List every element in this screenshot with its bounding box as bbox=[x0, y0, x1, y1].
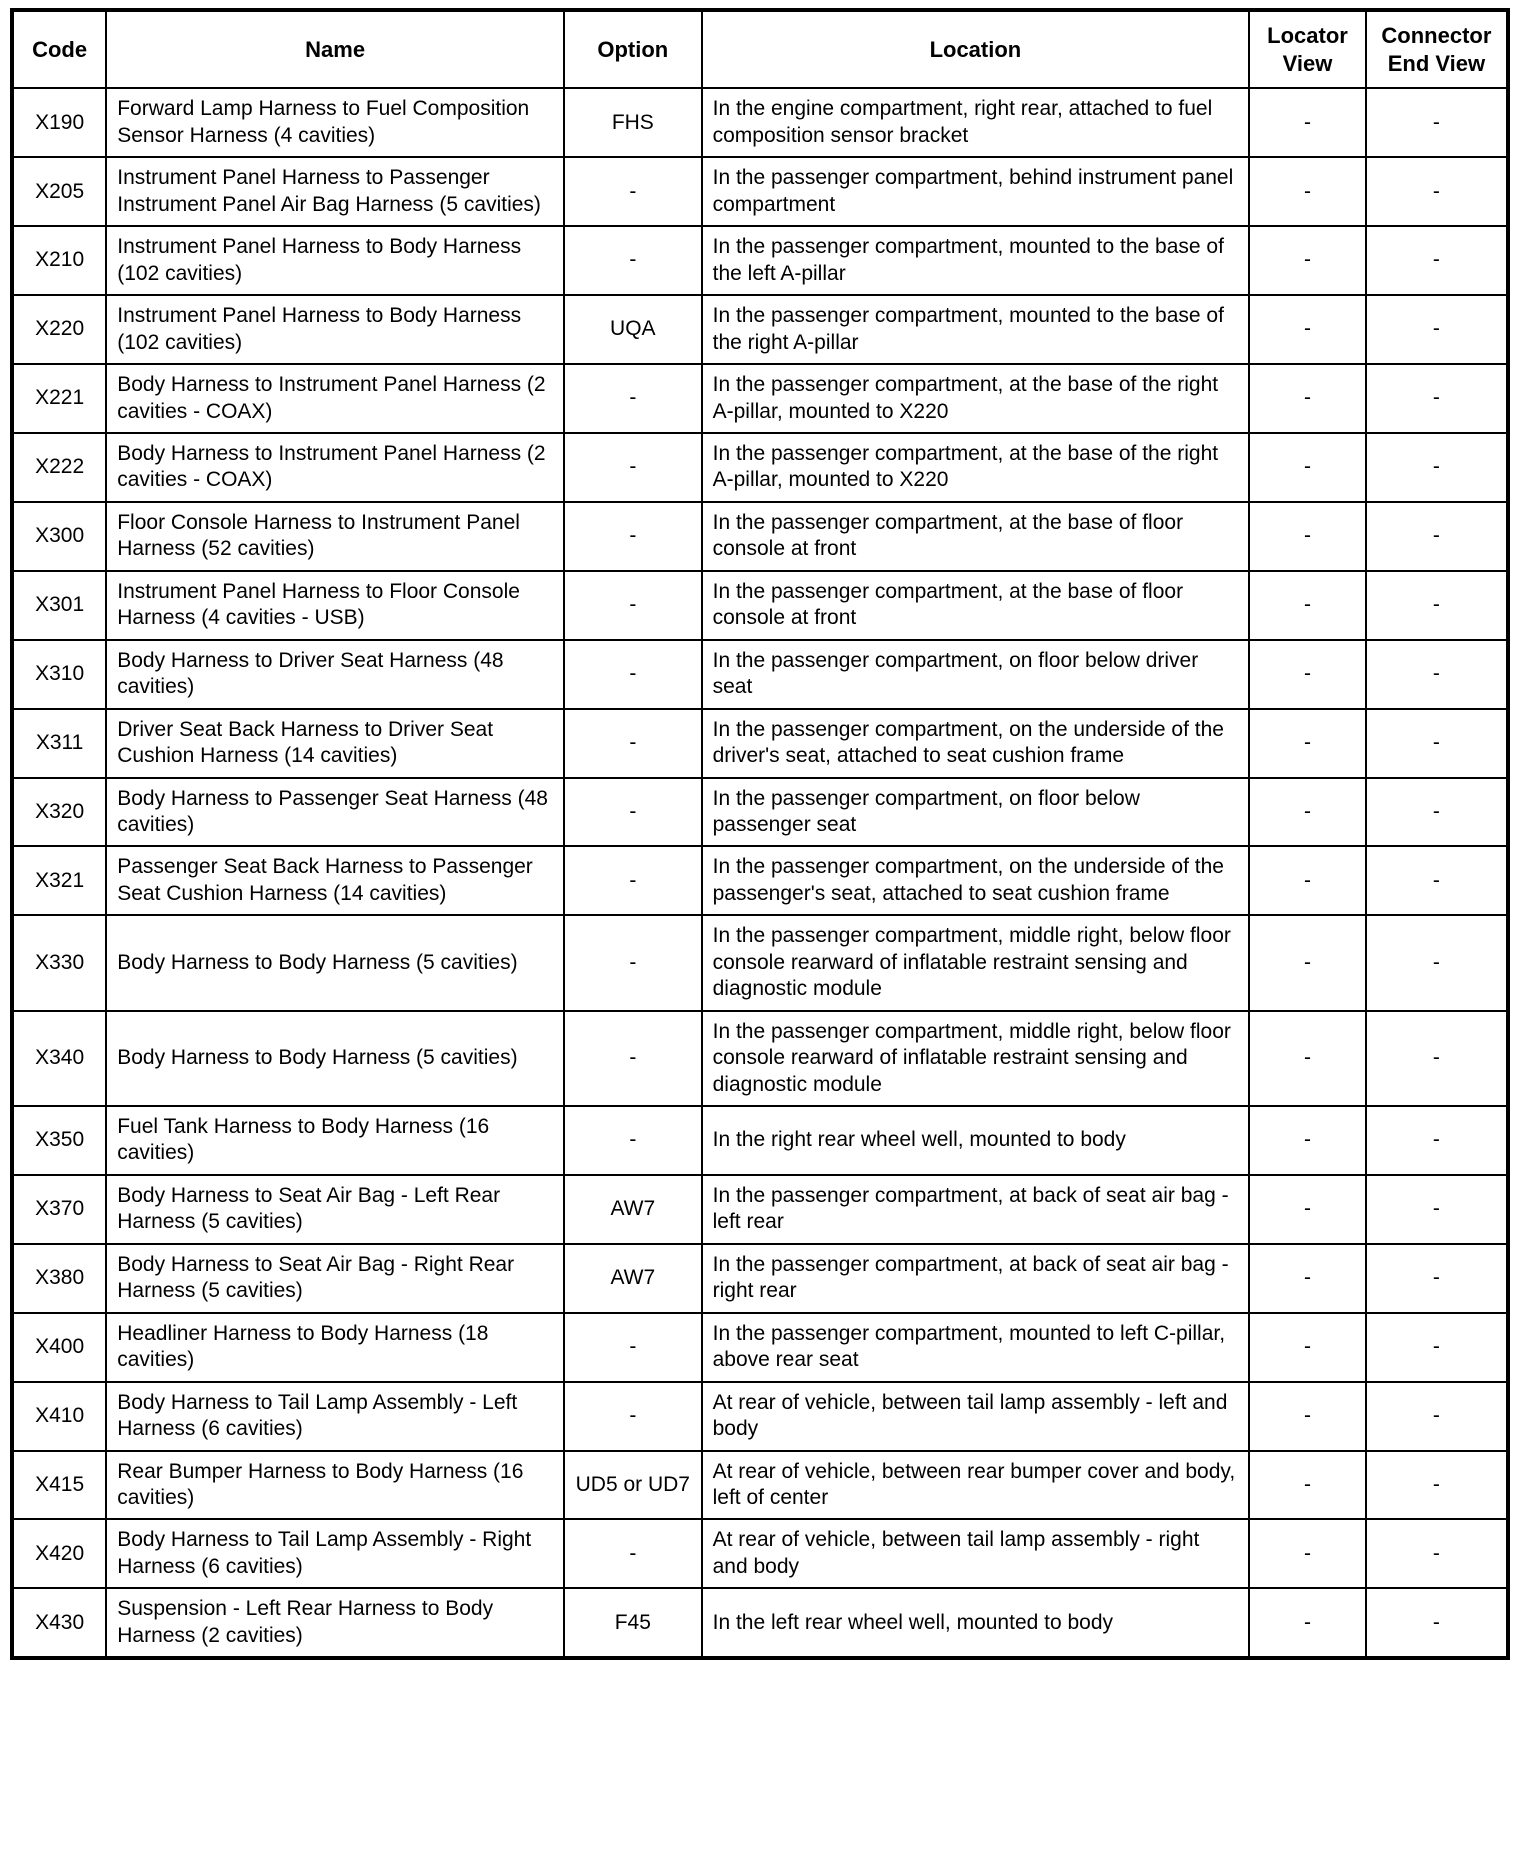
cell-name: Body Harness to Tail Lamp Assembly - Left Harness (6 cavities) bbox=[106, 1382, 564, 1451]
cell-code: X220 bbox=[12, 295, 106, 364]
cell-connector-end-view: - bbox=[1366, 88, 1508, 157]
table-row bbox=[12, 1011, 1508, 1106]
cell-option: - bbox=[564, 1313, 702, 1382]
cell-location: In the passenger compartment, mounted to the base of the left A-pillar bbox=[702, 226, 1250, 295]
cell-locator-view: - bbox=[1249, 157, 1366, 226]
table-row bbox=[12, 1106, 1508, 1175]
cell-location: In the passenger compartment, on floor below passenger seat bbox=[702, 778, 1250, 847]
cell-connector-end-view: - bbox=[1366, 364, 1508, 433]
cell-locator-view: - bbox=[1249, 709, 1366, 778]
cell-connector-end-view: - bbox=[1366, 1451, 1508, 1520]
cell-connector-end-view: - bbox=[1366, 640, 1508, 709]
column-header-option: Option bbox=[564, 10, 702, 88]
cell-option: - bbox=[564, 364, 702, 433]
cell-locator-view: - bbox=[1249, 295, 1366, 364]
cell-code: X380 bbox=[12, 1244, 106, 1313]
cell-option: UQA bbox=[564, 295, 702, 364]
cell-option: - bbox=[564, 640, 702, 709]
cell-option: - bbox=[564, 1011, 702, 1106]
cell-connector-end-view: - bbox=[1366, 502, 1508, 571]
column-header-locator-view: Locator View bbox=[1249, 10, 1366, 88]
cell-locator-view: - bbox=[1249, 1382, 1366, 1451]
cell-code: X330 bbox=[12, 915, 106, 1010]
table-row bbox=[12, 226, 1508, 295]
cell-connector-end-view: - bbox=[1366, 571, 1508, 640]
cell-location: At rear of vehicle, between tail lamp assembly - left and body bbox=[702, 1382, 1250, 1451]
table-row bbox=[12, 1244, 1508, 1313]
cell-location: In the passenger compartment, on the underside of the driver's seat, attached to seat cushion frame bbox=[702, 709, 1250, 778]
table-row bbox=[12, 640, 1508, 709]
cell-connector-end-view: - bbox=[1366, 1011, 1508, 1106]
cell-connector-end-view: - bbox=[1366, 157, 1508, 226]
cell-connector-end-view: - bbox=[1366, 1175, 1508, 1244]
cell-option: - bbox=[564, 502, 702, 571]
cell-code: X350 bbox=[12, 1106, 106, 1175]
cell-name: Body Harness to Seat Air Bag - Right Rear Harness (5 cavities) bbox=[106, 1244, 564, 1313]
table-row bbox=[12, 157, 1508, 226]
table-row bbox=[12, 571, 1508, 640]
cell-locator-view: - bbox=[1249, 433, 1366, 502]
cell-option: - bbox=[564, 1382, 702, 1451]
cell-option: FHS bbox=[564, 88, 702, 157]
cell-locator-view: - bbox=[1249, 226, 1366, 295]
cell-locator-view: - bbox=[1249, 1588, 1366, 1658]
cell-location: At rear of vehicle, between tail lamp assembly - right and body bbox=[702, 1519, 1250, 1588]
cell-option: - bbox=[564, 226, 702, 295]
cell-location: In the passenger compartment, at the base of the right A-pillar, mounted to X220 bbox=[702, 364, 1250, 433]
cell-option: - bbox=[564, 709, 702, 778]
cell-code: X311 bbox=[12, 709, 106, 778]
table-row bbox=[12, 295, 1508, 364]
cell-location: In the passenger compartment, middle right, below floor console rearward of inflatable restraint sensing and diagnostic module bbox=[702, 915, 1250, 1010]
table-header bbox=[12, 10, 1508, 88]
cell-connector-end-view: - bbox=[1366, 1244, 1508, 1313]
table-row bbox=[12, 364, 1508, 433]
cell-code: X300 bbox=[12, 502, 106, 571]
cell-name: Body Harness to Instrument Panel Harness (2 cavities - COAX) bbox=[106, 433, 564, 502]
cell-location: In the passenger compartment, on floor below driver seat bbox=[702, 640, 1250, 709]
cell-name: Suspension - Left Rear Harness to Body Harness (2 cavities) bbox=[106, 1588, 564, 1658]
cell-location: In the passenger compartment, on the underside of the passenger's seat, attached to seat cushion frame bbox=[702, 846, 1250, 915]
cell-location: In the passenger compartment, at back of seat air bag - right rear bbox=[702, 1244, 1250, 1313]
table-row bbox=[12, 709, 1508, 778]
cell-locator-view: - bbox=[1249, 88, 1366, 157]
cell-locator-view: - bbox=[1249, 778, 1366, 847]
table-row bbox=[12, 88, 1508, 157]
cell-code: X420 bbox=[12, 1519, 106, 1588]
cell-code: X430 bbox=[12, 1588, 106, 1658]
cell-name: Passenger Seat Back Harness to Passenger Seat Cushion Harness (14 cavities) bbox=[106, 846, 564, 915]
cell-name: Body Harness to Instrument Panel Harness (2 cavities - COAX) bbox=[106, 364, 564, 433]
cell-name: Driver Seat Back Harness to Driver Seat Cushion Harness (14 cavities) bbox=[106, 709, 564, 778]
column-header-connector-end-view: Connector End View bbox=[1366, 10, 1508, 88]
cell-locator-view: - bbox=[1249, 571, 1366, 640]
table-row bbox=[12, 1175, 1508, 1244]
cell-connector-end-view: - bbox=[1366, 226, 1508, 295]
table-row bbox=[12, 1519, 1508, 1588]
cell-locator-view: - bbox=[1249, 1451, 1366, 1520]
table-row bbox=[12, 1588, 1508, 1658]
cell-connector-end-view: - bbox=[1366, 1519, 1508, 1588]
cell-connector-end-view: - bbox=[1366, 846, 1508, 915]
cell-name: Body Harness to Body Harness (5 cavities) bbox=[106, 915, 564, 1010]
cell-name: Body Harness to Seat Air Bag - Left Rear Harness (5 cavities) bbox=[106, 1175, 564, 1244]
cell-option: AW7 bbox=[564, 1244, 702, 1313]
cell-connector-end-view: - bbox=[1366, 295, 1508, 364]
cell-location: In the left rear wheel well, mounted to body bbox=[702, 1588, 1250, 1658]
cell-location: In the passenger compartment, at back of seat air bag - left rear bbox=[702, 1175, 1250, 1244]
cell-connector-end-view: - bbox=[1366, 1106, 1508, 1175]
cell-location: In the engine compartment, right rear, attached to fuel composition sensor bracket bbox=[702, 88, 1250, 157]
cell-location: In the passenger compartment, at the base of the right A-pillar, mounted to X220 bbox=[702, 433, 1250, 502]
cell-locator-view: - bbox=[1249, 1244, 1366, 1313]
cell-locator-view: - bbox=[1249, 846, 1366, 915]
cell-code: X370 bbox=[12, 1175, 106, 1244]
cell-connector-end-view: - bbox=[1366, 1382, 1508, 1451]
table-row bbox=[12, 502, 1508, 571]
cell-option: - bbox=[564, 915, 702, 1010]
cell-locator-view: - bbox=[1249, 1175, 1366, 1244]
cell-name: Body Harness to Passenger Seat Harness (48 cavities) bbox=[106, 778, 564, 847]
cell-location: In the right rear wheel well, mounted to body bbox=[702, 1106, 1250, 1175]
cell-option: AW7 bbox=[564, 1175, 702, 1244]
cell-connector-end-view: - bbox=[1366, 709, 1508, 778]
cell-code: X301 bbox=[12, 571, 106, 640]
cell-code: X222 bbox=[12, 433, 106, 502]
cell-name: Fuel Tank Harness to Body Harness (16 cavities) bbox=[106, 1106, 564, 1175]
cell-code: X321 bbox=[12, 846, 106, 915]
table-row bbox=[12, 778, 1508, 847]
table-row bbox=[12, 1313, 1508, 1382]
cell-option: - bbox=[564, 1519, 702, 1588]
cell-connector-end-view: - bbox=[1366, 778, 1508, 847]
cell-locator-view: - bbox=[1249, 915, 1366, 1010]
cell-name: Instrument Panel Harness to Passenger Instrument Panel Air Bag Harness (5 cavities) bbox=[106, 157, 564, 226]
cell-locator-view: - bbox=[1249, 364, 1366, 433]
cell-code: X320 bbox=[12, 778, 106, 847]
cell-option: - bbox=[564, 157, 702, 226]
cell-locator-view: - bbox=[1249, 1313, 1366, 1382]
table-row bbox=[12, 433, 1508, 502]
cell-option: - bbox=[564, 778, 702, 847]
cell-location: In the passenger compartment, at the base of floor console at front bbox=[702, 502, 1250, 571]
cell-connector-end-view: - bbox=[1366, 433, 1508, 502]
cell-code: X410 bbox=[12, 1382, 106, 1451]
table-body bbox=[12, 88, 1508, 1658]
cell-name: Body Harness to Tail Lamp Assembly - Right Harness (6 cavities) bbox=[106, 1519, 564, 1588]
table-row bbox=[12, 846, 1508, 915]
cell-locator-view: - bbox=[1249, 1106, 1366, 1175]
cell-code: X310 bbox=[12, 640, 106, 709]
table-row bbox=[12, 1451, 1508, 1520]
cell-name: Instrument Panel Harness to Body Harness (102 cavities) bbox=[106, 226, 564, 295]
connector-table bbox=[10, 8, 1510, 1660]
cell-name: Instrument Panel Harness to Floor Console Harness (4 cavities - USB) bbox=[106, 571, 564, 640]
cell-locator-view: - bbox=[1249, 640, 1366, 709]
cell-option: - bbox=[564, 433, 702, 502]
cell-option: - bbox=[564, 571, 702, 640]
cell-connector-end-view: - bbox=[1366, 915, 1508, 1010]
cell-code: X190 bbox=[12, 88, 106, 157]
cell-option: - bbox=[564, 1106, 702, 1175]
table-row bbox=[12, 1382, 1508, 1451]
cell-connector-end-view: - bbox=[1366, 1313, 1508, 1382]
cell-locator-view: - bbox=[1249, 502, 1366, 571]
cell-location: In the passenger compartment, mounted to left C-pillar, above rear seat bbox=[702, 1313, 1250, 1382]
cell-code: X221 bbox=[12, 364, 106, 433]
cell-location: In the passenger compartment, at the base of floor console at front bbox=[702, 571, 1250, 640]
cell-name: Instrument Panel Harness to Body Harness (102 cavities) bbox=[106, 295, 564, 364]
cell-locator-view: - bbox=[1249, 1519, 1366, 1588]
cell-location: At rear of vehicle, between rear bumper cover and body, left of center bbox=[702, 1451, 1250, 1520]
cell-name: Forward Lamp Harness to Fuel Composition Sensor Harness (4 cavities) bbox=[106, 88, 564, 157]
cell-location: In the passenger compartment, middle right, below floor console rearward of inflatable restraint sensing and diagnostic module bbox=[702, 1011, 1250, 1106]
table-header-row bbox=[12, 10, 1508, 88]
cell-name: Rear Bumper Harness to Body Harness (16 cavities) bbox=[106, 1451, 564, 1520]
cell-name: Body Harness to Driver Seat Harness (48 cavities) bbox=[106, 640, 564, 709]
cell-code: X340 bbox=[12, 1011, 106, 1106]
table-row bbox=[12, 915, 1508, 1010]
cell-connector-end-view: - bbox=[1366, 1588, 1508, 1658]
cell-code: X210 bbox=[12, 226, 106, 295]
column-header-code: Code bbox=[12, 10, 106, 88]
cell-location: In the passenger compartment, mounted to the base of the right A-pillar bbox=[702, 295, 1250, 364]
cell-option: UD5 or UD7 bbox=[564, 1451, 702, 1520]
column-header-location: Location bbox=[702, 10, 1250, 88]
cell-code: X400 bbox=[12, 1313, 106, 1382]
cell-name: Body Harness to Body Harness (5 cavities) bbox=[106, 1011, 564, 1106]
column-header-name: Name bbox=[106, 10, 564, 88]
cell-name: Floor Console Harness to Instrument Panel Harness (52 cavities) bbox=[106, 502, 564, 571]
cell-location: In the passenger compartment, behind instrument panel compartment bbox=[702, 157, 1250, 226]
cell-locator-view: - bbox=[1249, 1011, 1366, 1106]
cell-code: X205 bbox=[12, 157, 106, 226]
cell-name: Headliner Harness to Body Harness (18 cavities) bbox=[106, 1313, 564, 1382]
cell-code: X415 bbox=[12, 1451, 106, 1520]
cell-option: - bbox=[564, 846, 702, 915]
cell-option: F45 bbox=[564, 1588, 702, 1658]
